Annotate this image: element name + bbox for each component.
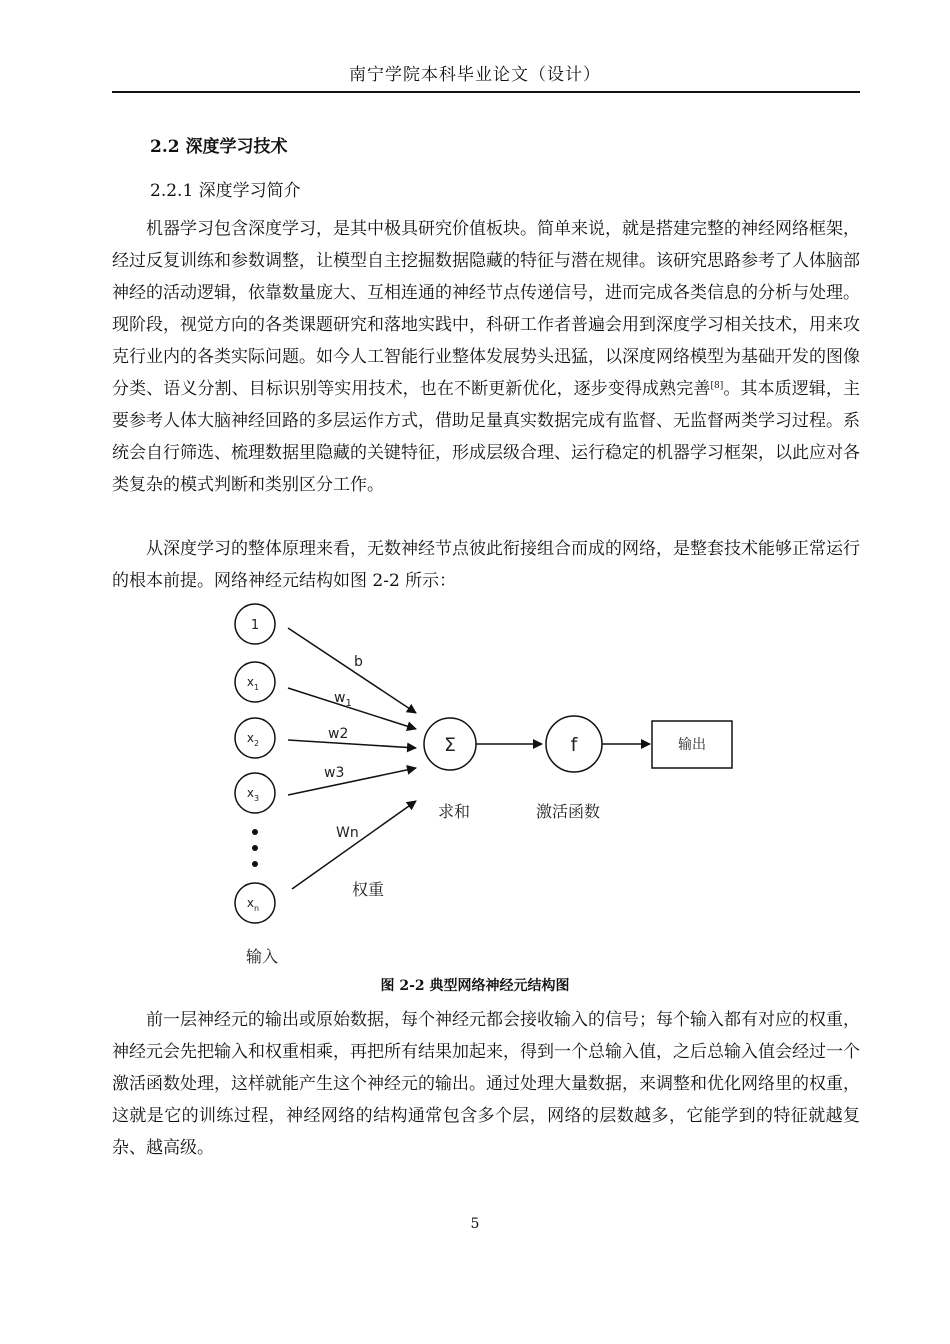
page-number: 5: [470, 1216, 480, 1232]
input-node-bias: [235, 604, 275, 644]
neuron-structure-diagram: [220, 596, 760, 972]
input-node-x2: [235, 718, 275, 758]
input-node-xn: [235, 883, 275, 923]
output-box: [652, 721, 732, 768]
weight-w2-label: w2: [328, 726, 349, 742]
input-node-x3: [235, 773, 275, 813]
input-x1-sub: 1: [254, 683, 260, 692]
input-x2-base: x: [246, 731, 255, 745]
citation-8: [8]: [710, 381, 724, 391]
header-rule: [112, 91, 860, 93]
arrow-x2: [288, 740, 416, 748]
activation-label: 激活函数: [535, 802, 601, 821]
arrow-bias: [288, 628, 416, 713]
sum-node: [424, 718, 476, 770]
sum-label: 求和: [437, 802, 471, 821]
section-heading: 2.2 深度学习技术: [150, 137, 288, 157]
body-paragraph-3: 前一层神经元的输出或原始数据，每个神经元都会接收输入的信号；每个输入都有对应的权重，神经元会先把输入和权重相乘，再把所有结果加起来，得到一个总输入值，之后总输入值会经过一个激活函数处理，这样就能产生这个神经元的输出。通过处理大量数据，来调整和优化网络里的权重，这就是它的训练过程，神经网络的结构通常包含多个层，网络的层数越多，它能学到的特征就越复杂、越高级。: [112, 1010, 860, 1158]
weight-w3-label: w3: [324, 765, 345, 781]
weights-label: 权重: [351, 880, 385, 899]
activation-node: [546, 716, 602, 772]
body-paragraph-2: 从深度学习的整体原理来看，无数神经节点彼此衔接组合而成的网络，是整套技术能够正常运行的根本前提。网络神经元结构如图 2-2 所示：: [112, 539, 860, 591]
body-paragraph-1-text-b: 。其本质逻辑，主要参考人体大脑神经回路的多层运作方式，借助足量真实数据完成有监督、无监督两类学习过程。系统会自行筛选、梳理数据里隐藏的关键特征，形成层级合理、运行稳定的机器学习框架，以此应对各类复杂的模式判断和类别区分工作。: [112, 379, 861, 495]
header-title: 南宁学院本科毕业论文（设计）: [349, 65, 601, 85]
weight-w1-sub: 1: [345, 698, 352, 709]
input-xn-sub: n: [254, 904, 260, 913]
weight-w1-base: w: [334, 690, 346, 706]
input-x3-base: x: [246, 786, 255, 800]
activation-symbol: f: [570, 734, 578, 756]
arrow-x1: [288, 688, 416, 729]
input-x2-sub: 2: [254, 739, 260, 748]
sum-symbol: Σ: [443, 734, 457, 756]
body-paragraph-1-text-a: 机器学习包含深度学习，是其中极具研究价值板块。简单来说，就是搭建完整的神经网络框架，经过反复训练和参数调整，让模型自主挖掘数据隐藏的特征与潜在规律。该研究思路参考了人体脑部神经的活动逻辑，依靠数量庞大、互相连通的神经节点传递信号，进而完成各类信息的分析与处理。现阶段，视觉方向的各类课题研究和落地实践中，科研工作者普遍会用到深度学习相关技术，用来攻克行业内的各类实际问题。如今人工智能行业整体发展势头迅猛，以深度网络模型为基础开发的图像分类、语义分割、目标识别等实用技术，也在不断更新优化，逐步变得成熟完善: [112, 219, 860, 399]
input-node-x1: [235, 662, 275, 702]
input-x3-sub: 3: [254, 794, 260, 803]
figure-caption: 图 2-2 典型网络神经元结构图: [380, 978, 570, 994]
subsection-heading: 2.2.1 深度学习简介: [150, 181, 301, 201]
arrow-x3: [288, 768, 416, 795]
weight-wn-label: Wn: [336, 825, 359, 841]
body-paragraph-1: [112, 213, 860, 501]
arrow-xn: [292, 801, 416, 889]
output-label: 输出: [678, 737, 706, 753]
inputs-label: 输入: [245, 947, 279, 966]
input-bias-label: 1: [250, 618, 260, 633]
weight-b-label: b: [354, 654, 363, 670]
input-x1-base: x: [246, 675, 255, 689]
ellipsis-dots: [252, 829, 258, 867]
input-xn-base: x: [246, 896, 255, 910]
